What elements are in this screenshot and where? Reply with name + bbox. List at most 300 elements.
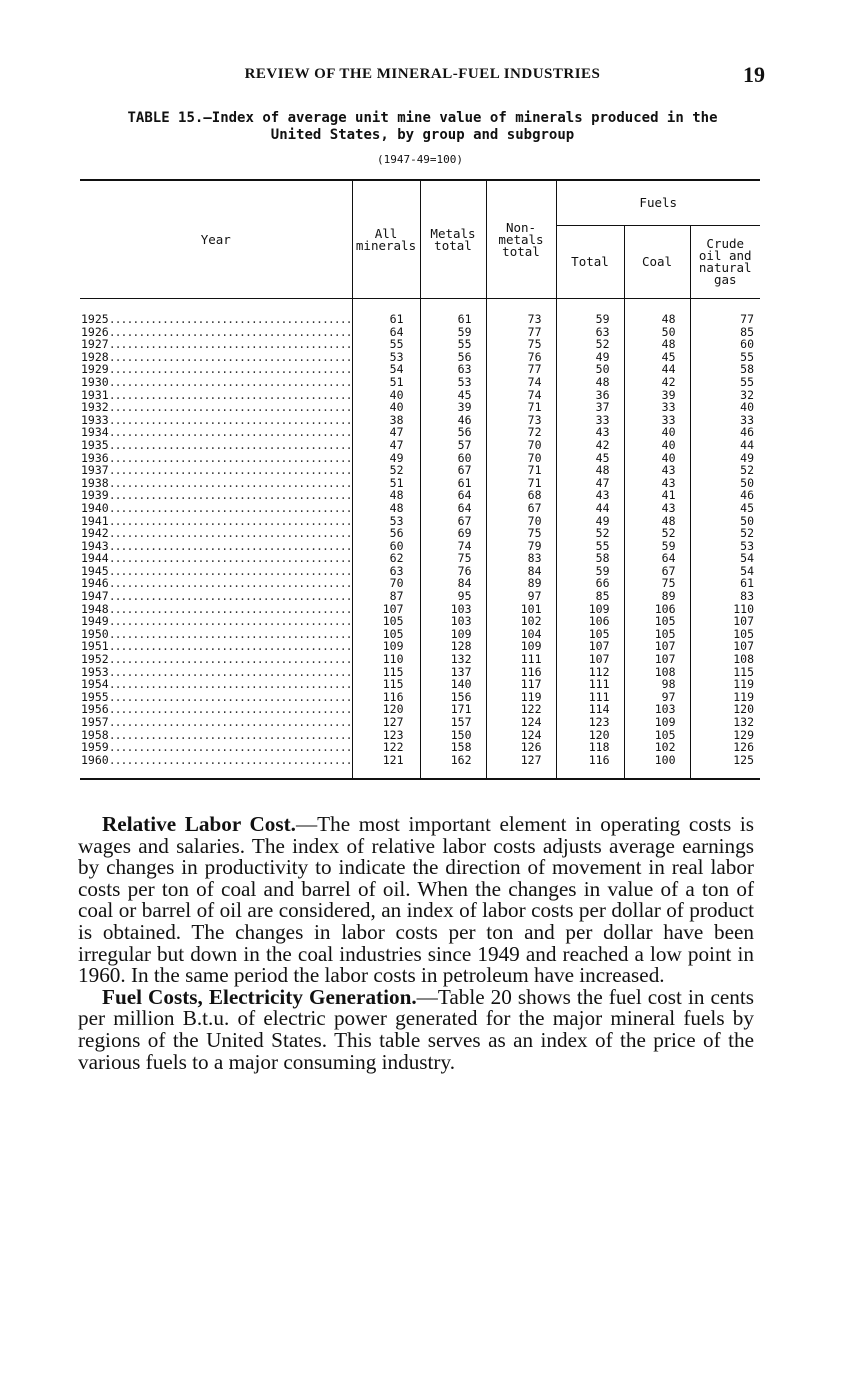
nonmetals-total-cell: 74 [486,389,556,402]
dot-leader [109,540,352,553]
fuels-total-cell: 48 [556,464,624,477]
header-all-minerals-line: All [374,225,398,241]
nonmetals-total-cell: 68 [486,489,556,502]
all-minerals-cell: 38 [352,414,420,427]
coal-cell: 98 [624,678,690,691]
crude-oil-gas-cell: 40 [690,401,760,414]
table-row [80,678,760,691]
year-label: 1943 [81,539,109,553]
crude-oil-gas-cell: 125 [690,754,760,780]
metals-total-cell: 109 [420,628,486,641]
fuels-total-cell: 66 [556,577,624,590]
table-row [80,477,760,490]
nonmetals-total-cell: 70 [486,515,556,528]
fuels-total-cell: 59 [556,565,624,578]
all-minerals-cell: 60 [352,540,420,553]
year-label: 1940 [81,501,109,515]
all-minerals-cell: 53 [352,351,420,364]
all-minerals-cell: 120 [352,703,420,716]
year-cell [80,691,352,704]
all-minerals-cell: 116 [352,691,420,704]
year-label: 1953 [81,665,109,679]
coal-cell: 64 [624,552,690,565]
year-cell [80,666,352,679]
all-minerals-cell: 48 [352,502,420,515]
coal-cell: 107 [624,640,690,653]
all-minerals-cell: 70 [352,577,420,590]
crude-oil-gas-cell: 119 [690,691,760,704]
dot-leader [109,565,352,578]
dot-leader [109,312,352,326]
nonmetals-total-cell: 71 [486,401,556,414]
table-row [80,577,760,590]
dot-leader [109,703,352,716]
page-number: 19 [743,62,765,87]
table-row [80,376,760,389]
nonmetals-total-cell: 122 [486,703,556,716]
table-row [80,527,760,540]
header-metals-total-line: total [434,237,472,253]
coal-cell: 33 [624,401,690,414]
nonmetals-total-cell: 77 [486,363,556,376]
paragraph-relative-labor-cost [78,814,754,987]
table-row [80,326,760,339]
table-row [80,515,760,528]
header-crude-line: Crude [706,236,745,251]
header-all-minerals [352,180,420,299]
nonmetals-total-cell: 75 [486,338,556,351]
dot-leader [109,439,352,452]
fuels-total-cell: 49 [556,515,624,528]
nonmetals-total-cell: 97 [486,590,556,603]
crude-oil-gas-cell: 110 [690,603,760,616]
crude-oil-gas-cell: 58 [690,363,760,376]
nonmetals-total-cell: 116 [486,666,556,679]
fuels-total-cell: 107 [556,653,624,666]
metals-total-cell: 156 [420,691,486,704]
all-minerals-cell: 110 [352,653,420,666]
crude-oil-gas-cell: 55 [690,376,760,389]
coal-cell: 41 [624,489,690,502]
dot-leader [109,414,352,427]
nonmetals-total-cell: 77 [486,326,556,339]
metals-total-cell: 55 [420,338,486,351]
crude-oil-gas-cell: 52 [690,527,760,540]
crude-oil-gas-cell: 105 [690,628,760,641]
dot-leader [109,477,352,490]
nonmetals-total-cell: 72 [486,426,556,439]
table-row [80,552,760,565]
metals-total-cell: 56 [420,426,486,439]
metals-total-cell: 63 [420,363,486,376]
year-cell [80,414,352,427]
fuels-total-cell: 107 [556,640,624,653]
metals-total-cell: 56 [420,351,486,364]
coal-cell: 40 [624,452,690,465]
dot-leader [109,489,352,502]
metals-total-cell: 67 [420,464,486,477]
fuels-total-cell: 36 [556,389,624,402]
year-label: 1935 [81,438,109,452]
year-label: 1949 [81,615,109,628]
dot-leader [109,754,352,767]
fuels-total-cell: 43 [556,426,624,439]
all-minerals-cell: 127 [352,716,420,729]
dot-leader [109,577,352,590]
dot-leader [109,351,352,364]
fuels-total-cell: 47 [556,477,624,490]
coal-cell: 105 [624,729,690,742]
dot-leader [109,628,352,641]
coal-cell: 45 [624,351,690,364]
all-minerals-cell: 61 [352,299,420,326]
crude-oil-gas-cell: 129 [690,729,760,742]
year-label: 1933 [81,413,109,427]
table-row [80,666,760,679]
crude-oil-gas-cell: 45 [690,502,760,515]
dot-leader [109,401,352,414]
dot-leader [109,363,352,376]
fuels-total-cell: 59 [556,299,624,326]
crude-oil-gas-cell: 83 [690,590,760,603]
fuels-total-cell: 85 [556,590,624,603]
nonmetals-total-cell: 74 [486,376,556,389]
year-cell [80,716,352,729]
all-minerals-cell: 105 [352,615,420,628]
all-minerals-cell: 115 [352,666,420,679]
coal-cell: 44 [624,363,690,376]
all-minerals-cell: 47 [352,439,420,452]
coal-cell: 48 [624,338,690,351]
body-text [78,814,754,1073]
coal-cell: 39 [624,389,690,402]
table-row [80,565,760,578]
metals-total-cell: 84 [420,577,486,590]
all-minerals-cell: 54 [352,363,420,376]
crude-oil-gas-cell: 44 [690,439,760,452]
all-minerals-cell: 40 [352,389,420,402]
year-cell [80,653,352,666]
coal-cell: 42 [624,376,690,389]
coal-cell: 40 [624,426,690,439]
all-minerals-cell: 63 [352,565,420,578]
nonmetals-total-cell: 119 [486,691,556,704]
metals-total-cell: 45 [420,389,486,402]
year-cell [80,326,352,339]
fuels-total-cell: 111 [556,678,624,691]
metals-total-cell: 53 [420,376,486,389]
year-label: 1956 [81,703,109,716]
year-cell [80,502,352,515]
nonmetals-total-cell: 83 [486,552,556,565]
year-cell [80,376,352,389]
header-all-minerals-line: minerals [355,237,417,253]
crude-oil-gas-cell: 119 [690,678,760,691]
year-cell [80,464,352,477]
header-nonmetals-line: total [502,243,540,259]
nonmetals-total-cell: 126 [486,741,556,754]
dot-leader [109,464,352,477]
crude-oil-gas-cell: 55 [690,351,760,364]
table-row [80,615,760,628]
dot-leader [109,452,352,465]
year-cell [80,540,352,553]
coal-cell: 59 [624,540,690,553]
year-cell [80,741,352,754]
fuels-total-cell: 120 [556,729,624,742]
dot-leader [109,590,352,603]
all-minerals-cell: 87 [352,590,420,603]
dot-leader [109,376,352,389]
nonmetals-total-cell: 117 [486,678,556,691]
metals-total-cell: 60 [420,452,486,465]
coal-cell: 106 [624,603,690,616]
index-table-container [80,179,760,780]
fuels-total-cell: 123 [556,716,624,729]
metals-total-cell: 162 [420,754,486,780]
nonmetals-total-cell: 79 [486,540,556,553]
fuels-total-cell: 112 [556,666,624,679]
fuels-total-cell: 45 [556,452,624,465]
crude-oil-gas-cell: 32 [690,389,760,402]
fuels-total-cell: 58 [556,552,624,565]
coal-cell: 107 [624,653,690,666]
all-minerals-cell: 47 [352,426,420,439]
table-row [80,363,760,376]
year-cell [80,477,352,490]
metals-total-cell: 128 [420,640,486,653]
metals-total-cell: 39 [420,401,486,414]
metals-total-cell: 67 [420,515,486,528]
coal-cell: 108 [624,666,690,679]
year-label: 1950 [81,627,109,641]
table-body [80,299,760,780]
table-row [80,439,760,452]
metals-total-cell: 64 [420,489,486,502]
crude-oil-gas-cell: 108 [690,653,760,666]
table-row [80,338,760,351]
year-cell [80,426,352,439]
dot-leader [109,691,352,704]
all-minerals-cell: 48 [352,489,420,502]
dot-leader [109,729,352,742]
header-crude-line: natural [698,260,752,275]
table-row [80,716,760,729]
metals-total-cell: 171 [420,703,486,716]
all-minerals-cell: 123 [352,729,420,742]
dot-leader [109,389,352,402]
dot-leader [109,515,352,528]
metals-total-cell: 137 [420,666,486,679]
nonmetals-total-cell: 75 [486,527,556,540]
all-minerals-cell: 51 [352,477,420,490]
fuels-total-cell: 63 [556,326,624,339]
table-caption-line-2: United States, by group and subgroup [270,127,575,143]
fuels-total-cell: 52 [556,527,624,540]
dot-leader [109,678,352,691]
crude-oil-gas-cell: 115 [690,666,760,679]
fuels-total-cell: 116 [556,754,624,780]
coal-cell: 100 [624,754,690,780]
year-label: 1951 [81,640,109,654]
crude-oil-gas-cell: 77 [690,299,760,326]
year-label: 1926 [81,325,109,339]
crude-oil-gas-cell: 107 [690,640,760,653]
year-cell [80,640,352,653]
year-label: 1932 [81,401,109,414]
year-cell [80,338,352,351]
coal-cell: 40 [624,439,690,452]
year-label: 1939 [81,489,109,502]
coal-cell: 48 [624,299,690,326]
year-label: 1954 [81,678,109,691]
table-caption-line-1: TABLE 15.—Index of average unit mine value of minerals produced in the [127,110,718,126]
table-row [80,741,760,754]
nonmetals-total-cell: 127 [486,754,556,780]
metals-total-cell: 95 [420,590,486,603]
nonmetals-total-cell: 124 [486,729,556,742]
all-minerals-cell: 121 [352,754,420,780]
nonmetals-total-cell: 102 [486,615,556,628]
header-crude-line: gas [713,272,737,287]
fuels-total-cell: 118 [556,741,624,754]
header-crude-line: oil and [698,248,752,263]
year-label: 1958 [81,728,109,742]
fuels-total-cell: 42 [556,439,624,452]
nonmetals-total-cell: 73 [486,299,556,326]
fuels-total-cell: 44 [556,502,624,515]
fuels-total-cell: 52 [556,338,624,351]
table-unit-note: (1947-49=100) [376,153,464,166]
year-label: 1942 [81,527,109,540]
metals-total-cell: 103 [420,603,486,616]
crude-oil-gas-cell: 46 [690,489,760,502]
header-metals-total-line: Metals [430,225,476,241]
year-cell [80,754,352,780]
fuels-total-cell: 50 [556,363,624,376]
all-minerals-cell: 105 [352,628,420,641]
coal-cell: 102 [624,741,690,754]
fuels-total-cell: 114 [556,703,624,716]
crude-oil-gas-cell: 85 [690,326,760,339]
running-head-title: REVIEW OF THE MINERAL-FUEL INDUSTRIES [244,66,601,82]
year-cell [80,299,352,326]
year-label: 1937 [81,464,109,477]
dot-leader [109,666,352,679]
year-cell [80,527,352,540]
year-cell [80,603,352,616]
fuels-total-cell: 49 [556,351,624,364]
header-crude-oil-gas [690,226,760,299]
fuels-total-cell: 33 [556,414,624,427]
metals-total-cell: 59 [420,326,486,339]
nonmetals-total-cell: 124 [486,716,556,729]
nonmetals-total-cell: 70 [486,439,556,452]
year-cell [80,439,352,452]
nonmetals-total-cell: 111 [486,653,556,666]
index-table [80,179,760,780]
table-caption [90,110,755,144]
metals-total-cell: 61 [420,477,486,490]
dot-leader [109,640,352,653]
nonmetals-total-cell: 73 [486,414,556,427]
table-row [80,502,760,515]
paragraph-text: —The most important element in operating costs is wages and salaries. The index of relative labor costs adjusts average earnings by changes in productivity to indicate the direction of movement in real labor costs per ton of coal and barrel of oil. When the changes in value of a ton of coal or barrel of oil are considered, an index of labor costs per dollar of product is obtained. The changes in labor costs per ton and per dollar have been irregular but down in the coal industries since 1949 and reached a low point in 1960. In the same period the labor costs in petroleum have increased. [78,812,754,988]
year-cell [80,489,352,502]
nonmetals-total-cell: 67 [486,502,556,515]
year-label: 1955 [81,690,109,704]
crude-oil-gas-cell: 50 [690,515,760,528]
fuels-total-cell: 48 [556,376,624,389]
year-label: 1957 [81,716,109,729]
metals-total-cell: 158 [420,741,486,754]
year-label: 1930 [81,375,109,389]
paragraph-text: —Table 20 shows the fuel cost in cents per million B.t.u. of electric power generated for the major mineral fuels by regions of the United States. This table serves as an index of the price of the various fuels to a major consuming industry. [78,984,754,1074]
table-row [80,401,760,414]
table-row [80,452,760,465]
all-minerals-cell: 49 [352,452,420,465]
fuels-total-cell: 43 [556,489,624,502]
crude-oil-gas-cell: 126 [690,741,760,754]
crude-oil-gas-cell: 61 [690,577,760,590]
crude-oil-gas-cell: 33 [690,414,760,427]
metals-total-cell: 157 [420,716,486,729]
all-minerals-cell: 55 [352,338,420,351]
dot-leader [109,716,352,729]
nonmetals-total-cell: 76 [486,351,556,364]
year-label: 1936 [81,451,109,465]
header-fuels-total: Total [556,226,624,299]
metals-total-cell: 46 [420,414,486,427]
header-nonmetals-line: Non- [505,219,537,235]
crude-oil-gas-cell: 132 [690,716,760,729]
coal-cell: 75 [624,577,690,590]
nonmetals-total-cell: 71 [486,464,556,477]
dot-leader [109,741,352,754]
table-row [80,653,760,666]
table-row [80,590,760,603]
year-cell [80,389,352,402]
header-fuels: Fuels [556,180,760,226]
dot-leader [109,552,352,565]
paragraph-fuel-costs [78,984,754,1074]
year-cell [80,452,352,465]
all-minerals-cell: 109 [352,640,420,653]
year-cell [80,729,352,742]
dot-leader [109,615,352,628]
crude-oil-gas-cell: 107 [690,615,760,628]
year-cell [80,615,352,628]
dot-leader [109,603,352,616]
header-coal: Coal [624,226,690,299]
nonmetals-total-cell: 104 [486,628,556,641]
year-cell [80,577,352,590]
fuels-total-cell: 55 [556,540,624,553]
coal-cell: 105 [624,628,690,641]
dot-leader [109,653,352,666]
year-cell [80,590,352,603]
year-cell [80,401,352,414]
table-row [80,299,760,326]
year-cell [80,363,352,376]
header-nonmetals-total [486,180,556,299]
coal-cell: 50 [624,326,690,339]
coal-cell: 97 [624,691,690,704]
year-label: 1928 [81,350,109,364]
nonmetals-total-cell: 89 [486,577,556,590]
coal-cell: 103 [624,703,690,716]
coal-cell: 105 [624,615,690,628]
